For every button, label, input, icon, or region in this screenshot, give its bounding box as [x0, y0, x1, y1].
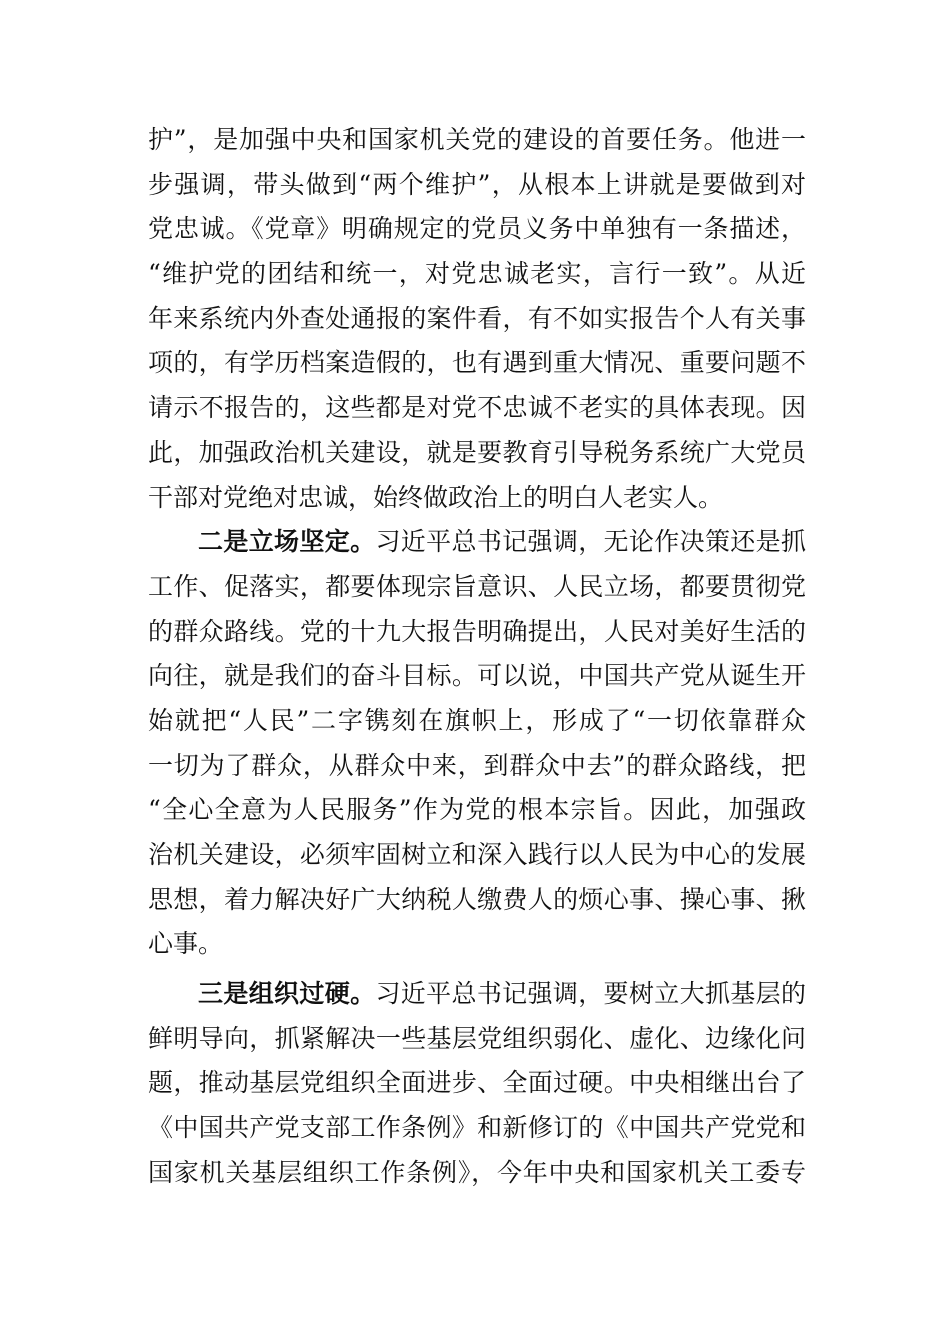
text-line: [148, 972, 806, 1017]
text-line: 国家机关基层组织工作条例》，今年中央和国家机关工委专: [148, 1157, 806, 1187]
text-line: 《中国共产党支部工作条例》和新修订的《中国共产党党和: [148, 1113, 806, 1143]
text-line: 请示不报告的，这些都是对党不忠诚不老实的具体表现。因: [148, 393, 806, 423]
text-line: “全心全意为人民服务”作为党的根本宗旨。因此，加强政: [148, 795, 806, 825]
text-line: 干部对党绝对忠诚，始终做政治上的明白人老实人。: [148, 482, 724, 512]
text-line: 的群众路线。党的十九大报告明确提出，人民对美好生活的: [148, 616, 806, 646]
text-line: 题，推动基层党组织全面进步、全面过硬。中央相继出台了: [148, 1068, 806, 1098]
paragraph-heading: 二是立场坚定。: [198, 527, 376, 557]
text-line: 一切为了群众，从群众中来，到群众中去”的群众路线，把: [148, 750, 806, 780]
text-line: “维护党的团结和统一，对党忠诚老实，言行一致”。从近: [148, 259, 806, 289]
text-line: 年来系统内外查处通报的案件看，有不如实报告个人有关事: [148, 303, 806, 333]
text-line: 工作、促落实，都要体现宗旨意识、人民立场，都要贯彻党: [148, 571, 806, 601]
text-line: 项的，有学历档案造假的，也有遇到重大情况、重要问题不: [148, 348, 806, 378]
text-run: 习近平总书记强调，要树立大抓基层的: [375, 979, 806, 1009]
text-line: 心事。: [148, 929, 224, 959]
text-line: 思想，着力解决好广大纳税人缴费人的烦心事、操心事、揪: [148, 884, 806, 914]
text-line: 始就把“人民”二字镌刻在旗帜上，形成了“一切依靠群众: [148, 705, 806, 735]
text-line: 向往，就是我们的奋斗目标。可以说，中国共产党从诞生开: [148, 661, 806, 691]
text-line: 步强调，带头做到“两个维护”，从根本上讲就是要做到对: [148, 169, 806, 199]
text-line: [148, 520, 806, 565]
text-line: 此，加强政治机关建设，就是要教育引导税务系统广大党员: [148, 437, 806, 467]
paragraph-loyalty: [148, 118, 806, 520]
paragraph-stance: [148, 520, 806, 967]
document-page: [148, 118, 806, 1196]
text-line: 鲜明导向，抓紧解决一些基层党组织弱化、虚化、边缘化问: [148, 1023, 806, 1053]
text-run: 习近平总书记强调，无论作决策还是抓: [375, 527, 806, 557]
paragraph-organization: [148, 972, 806, 1195]
text-line: 治机关建设，必须牢固树立和深入践行以人民为中心的发展: [148, 840, 806, 869]
paragraph-heading: 三是组织过硬。: [198, 979, 376, 1009]
text-line: 护”，是加强中央和国家机关党的建设的首要任务。他进一: [148, 125, 806, 154]
text-line: 党忠诚。《党章》明确规定的党员义务中单独有一条描述，: [148, 214, 806, 244]
